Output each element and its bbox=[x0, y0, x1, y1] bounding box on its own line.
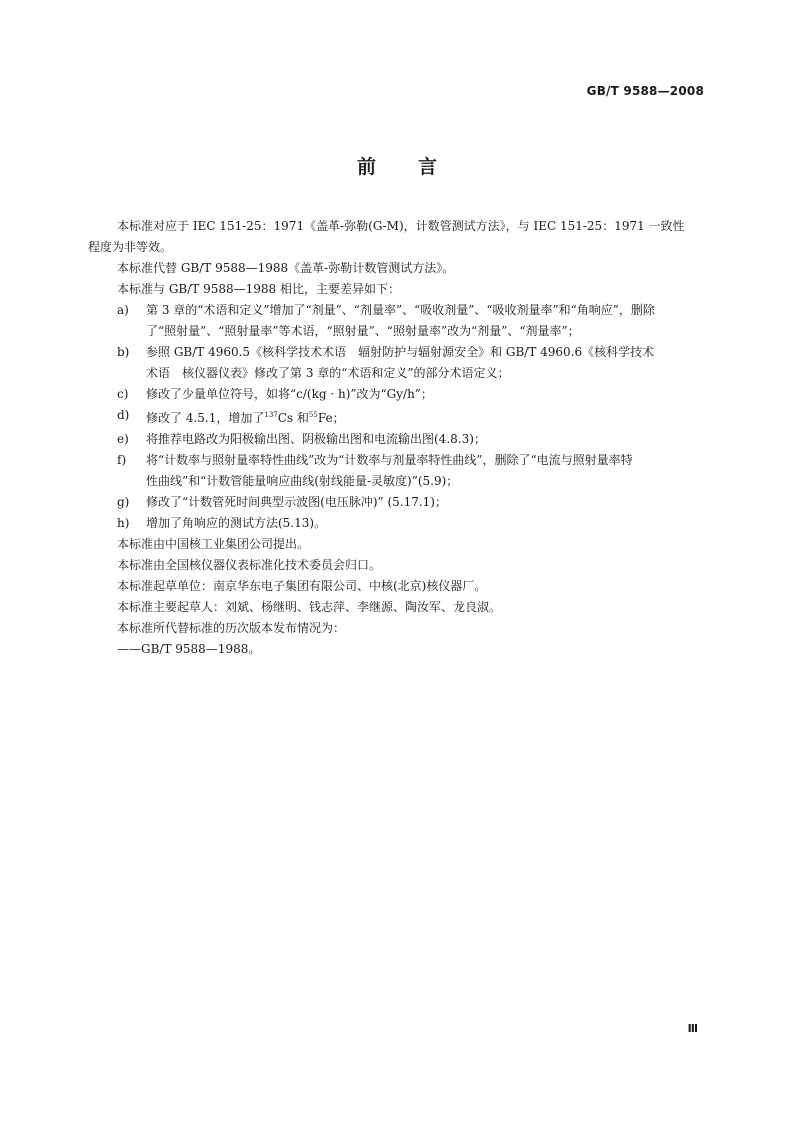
paragraph-line: 程度为非等效。 bbox=[88, 240, 173, 254]
standard-number: GB/T 9588—2008 bbox=[586, 84, 704, 98]
list-item bbox=[117, 300, 706, 342]
paragraph-centralized: 本标准由全国核仪器仪表标准化技术委员会归口。 bbox=[117, 558, 382, 572]
list-item bbox=[117, 384, 706, 405]
list-item-label: d) bbox=[117, 408, 130, 422]
list-item-text-part: Cs 和 bbox=[277, 411, 309, 425]
list-item-label: a) bbox=[117, 303, 129, 317]
list-item-text: 术语 核仪器仪表》修改了第 3 章的“术语和定义”的部分术语定义； bbox=[146, 366, 510, 380]
list-item-text: 了“照射量”、“照射量率”等术语，“照射量”、“照射量率”改为“剂量”、“剂量率”； bbox=[146, 324, 580, 338]
list-item-label: g) bbox=[117, 495, 130, 509]
paragraph-proposer: 本标准由中国核工业集团公司提出。 bbox=[117, 537, 310, 551]
list-item bbox=[117, 429, 706, 450]
list-item-text: 性曲线”和“计数管能量响应曲线(射线能量-灵敏度)”(5.9)； bbox=[146, 474, 459, 488]
paragraph-history-item: ——GB/T 9588—1988。 bbox=[117, 642, 261, 656]
isotope-mass-number: 55 bbox=[308, 411, 318, 419]
list-item-text-part: 修改了 4.5.1，增加了 bbox=[146, 411, 265, 425]
list-item-label: e) bbox=[117, 432, 129, 446]
paragraph-line: 本标准对应于 IEC 151-25：1971《盖革-弥勒(G-M)，计数管测试方法》，与 IEC 151-25：1971 一致性 bbox=[117, 219, 685, 233]
list-item-label: f) bbox=[117, 453, 127, 467]
paragraph-replaces: 本标准代替 GB/T 9588—1988《盖革-弥勒计数管测试方法》。 bbox=[117, 261, 455, 275]
paragraph-history-intro: 本标准所代替标准的历次版本发布情况为： bbox=[117, 621, 346, 635]
list-item-text: 修改了少量单位符号，如将“c/(kg · h)”改为“Gy/h”； bbox=[146, 387, 433, 401]
list-item-text: 参照 GB/T 4960.5《核科学技术术语 辐射防护与辐射源安全》和 GB/T 4960.6《核科学技术 bbox=[146, 345, 655, 359]
list-item-text: 将“计数率与照射量率特性曲线”改为“计数率与剂量率特性曲线”，删除了“电流与照射量率特 bbox=[146, 453, 633, 467]
paragraph-drafters: 本标准主要起草人：刘斌、杨继明、钱志萍、李继源、陶汝军、龙良淑。 bbox=[117, 600, 502, 614]
list-item bbox=[117, 342, 706, 384]
list-item bbox=[117, 492, 706, 513]
list-item bbox=[117, 405, 706, 429]
paragraph-correspondence bbox=[117, 216, 706, 237]
paragraph-correspondence-cont bbox=[88, 237, 706, 258]
list-item-label: h) bbox=[117, 516, 130, 530]
foreword-body bbox=[88, 216, 706, 660]
list-item-text: 将推荐电路改为阳极输出图、阴极输出图和电流输出图(4.8.3)； bbox=[146, 432, 486, 446]
page-number: Ⅲ bbox=[687, 1022, 698, 1035]
list-item-label: b) bbox=[117, 345, 130, 359]
isotope-mass-number: 137 bbox=[264, 411, 278, 419]
list-item bbox=[117, 513, 706, 534]
page-title: 前言 bbox=[356, 156, 479, 178]
list-item bbox=[117, 450, 706, 492]
paragraph-drafting-units: 本标准起草单位：南京华东电子集团有限公司、中核(北京)核仪器厂。 bbox=[117, 579, 487, 593]
paragraph-differences-intro: 本标准与 GB/T 9588—1988 相比，主要差异如下： bbox=[117, 282, 400, 296]
list-item-text: 修改了“计数管死时间典型示波图(电压脉冲)” (5.17.1)； bbox=[146, 495, 447, 509]
list-item-text: 第 3 章的“术语和定义”增加了“剂量”、“剂量率”、“吸收剂量”、“吸收剂量率”和“角响应”，删除 bbox=[146, 303, 655, 317]
list-item-text bbox=[146, 405, 706, 429]
list-item-text-part: Fe； bbox=[317, 411, 345, 425]
list-item-label: c) bbox=[117, 387, 129, 401]
list-item-text: 增加了角响应的测试方法(5.13)。 bbox=[146, 516, 327, 530]
